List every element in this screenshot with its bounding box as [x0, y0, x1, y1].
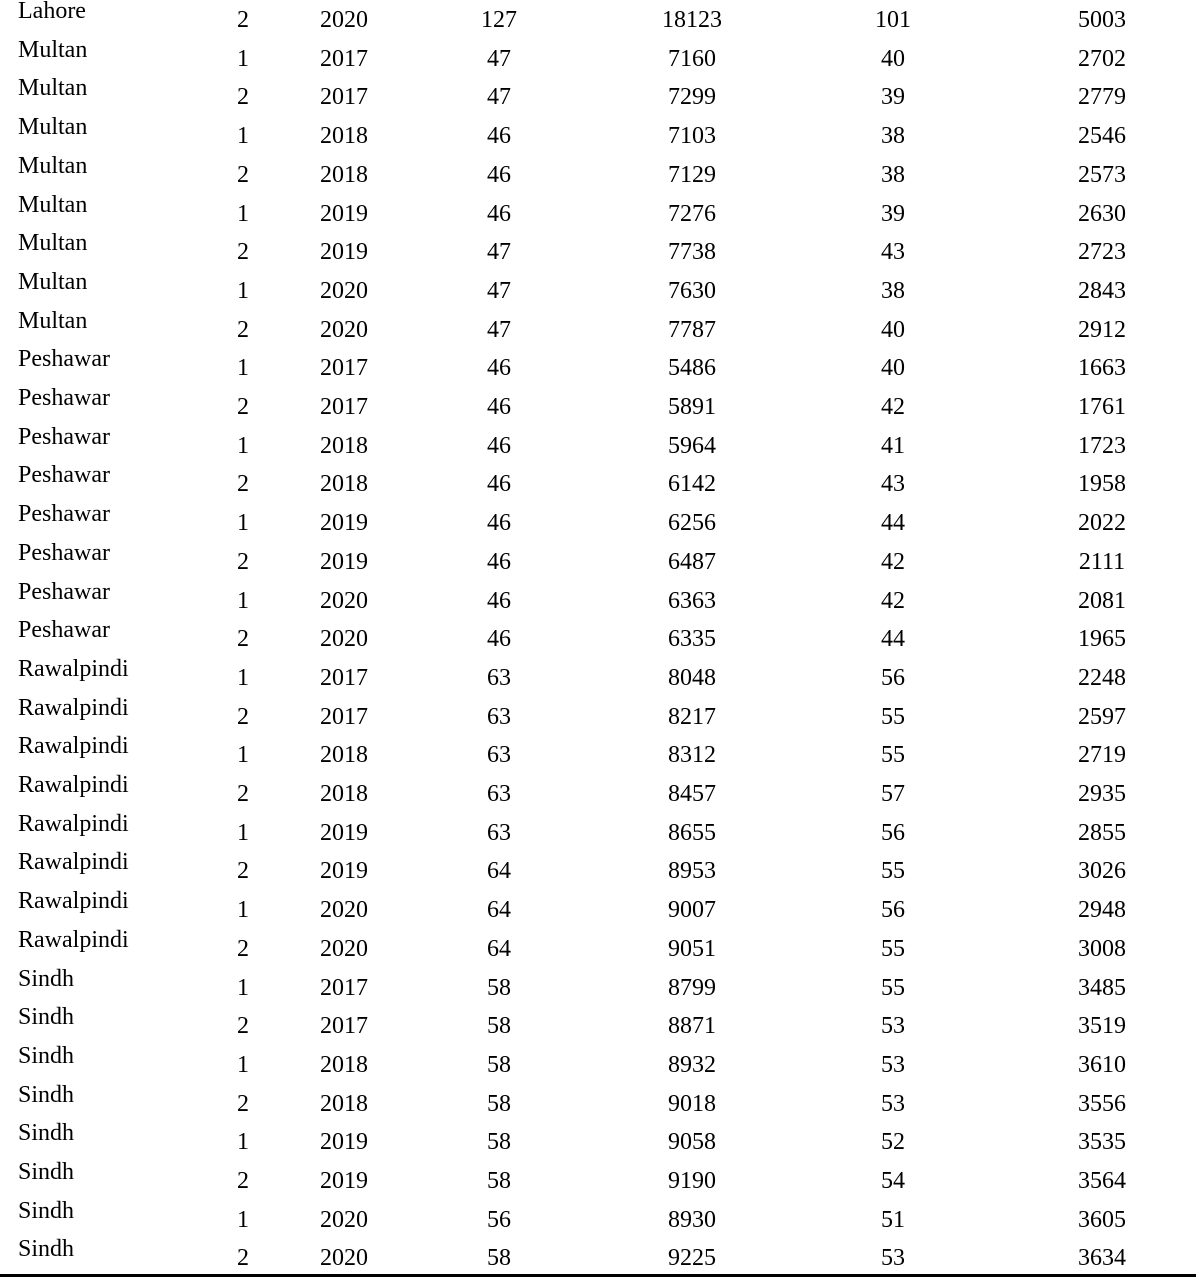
table-row: [0, 191, 1196, 233]
col3-cell: 47: [487, 45, 511, 72]
col3-cell: 63: [487, 781, 511, 807]
year-cell: 2017: [320, 703, 368, 730]
col3-cell: 47: [487, 239, 511, 266]
period-cell: 2: [237, 471, 249, 498]
col5-cell: 51: [881, 1206, 905, 1233]
period-cell: 2: [237, 703, 249, 730]
year-cell: 2019: [320, 200, 368, 227]
table-row: [0, 77, 1196, 116]
col3-cell: 63: [487, 819, 511, 846]
table-row: [0, 268, 1196, 310]
col4-cell: 9225: [668, 1245, 716, 1272]
region-cell: Multan: [18, 230, 88, 257]
period-cell: 2: [237, 1090, 249, 1117]
col5-cell: 53: [881, 1090, 905, 1117]
col5-cell: 41: [881, 432, 905, 459]
year-cell: 2019: [320, 1168, 368, 1194]
year-cell: 2017: [320, 664, 368, 691]
col6-cell: 2111: [1078, 548, 1126, 575]
col5-cell: 101: [875, 7, 911, 33]
col6-cell: 2723: [1078, 239, 1126, 266]
col6-cell: 1761: [1078, 394, 1126, 420]
period-cell: 1: [237, 277, 249, 304]
table-row: [0, 1197, 1196, 1239]
region-cell: Rawalpindi: [18, 733, 129, 760]
table-row: [0, 232, 1196, 271]
col6-cell: 3564: [1078, 1168, 1126, 1194]
col4-cell: 7129: [668, 161, 716, 188]
table-row: [0, 539, 1196, 581]
col6-cell: 2935: [1078, 781, 1126, 807]
col6-cell: 2597: [1078, 703, 1126, 730]
year-cell: 2020: [320, 897, 368, 924]
col3-cell: 58: [487, 1051, 511, 1078]
col4-cell: 7160: [668, 45, 716, 72]
region-cell: Multan: [18, 152, 88, 179]
col3-cell: 58: [487, 1090, 511, 1117]
col3-cell: 56: [487, 1206, 511, 1233]
year-cell: 2017: [320, 84, 368, 111]
col4-cell: 6335: [668, 626, 716, 653]
col6-cell: 2248: [1078, 664, 1126, 691]
col4-cell: 7738: [668, 239, 716, 266]
region-cell: Multan: [18, 114, 88, 141]
col3-cell: 47: [487, 277, 511, 304]
col6-cell: 1663: [1078, 355, 1126, 382]
year-cell: 2019: [320, 510, 368, 537]
year-cell: 2018: [320, 1090, 368, 1117]
region-cell: Sindh: [18, 1120, 75, 1147]
period-cell: 2: [237, 161, 249, 188]
period-cell: 2: [237, 858, 249, 885]
period-cell: 2: [237, 1168, 249, 1194]
col4-cell: 7103: [668, 123, 716, 150]
col3-cell: 58: [487, 974, 511, 1001]
col4-cell: 9190: [668, 1168, 716, 1194]
year-cell: 2018: [320, 781, 368, 807]
col6-cell: 2081: [1078, 587, 1126, 614]
year-cell: 2018: [320, 432, 368, 459]
table-row: [0, 890, 1196, 929]
region-cell: Multan: [18, 191, 88, 218]
col6-cell: 2630: [1078, 200, 1126, 227]
col5-cell: 55: [881, 935, 905, 962]
col4-cell: 5964: [668, 432, 716, 459]
col6-cell: 3485: [1078, 974, 1126, 1001]
col3-cell: 46: [487, 432, 511, 459]
region-cell: Sindh: [18, 1004, 75, 1031]
table-row: [0, 152, 1196, 194]
table-row: [0, 0, 1196, 39]
col4-cell: 8457: [668, 781, 716, 807]
year-cell: 2019: [320, 819, 368, 846]
col5-cell: 55: [881, 742, 905, 769]
table-row: [0, 307, 1196, 349]
region-cell: Sindh: [18, 1159, 75, 1185]
region-cell: Sindh: [18, 1081, 75, 1108]
col3-cell: 58: [487, 1168, 511, 1194]
region-cell: Peshawar: [18, 578, 110, 605]
period-cell: 2: [237, 394, 249, 420]
col6-cell: 2719: [1078, 742, 1126, 769]
year-cell: 2017: [320, 974, 368, 1001]
col4-cell: 8655: [668, 819, 716, 846]
year-cell: 2018: [320, 123, 368, 150]
col4-cell: 7630: [668, 277, 716, 304]
col6-cell: 5003: [1078, 7, 1126, 33]
col5-cell: 44: [881, 626, 905, 653]
period-cell: 2: [237, 935, 249, 962]
period-cell: 1: [237, 742, 249, 769]
col4-cell: 8312: [668, 742, 716, 769]
col5-cell: 53: [881, 1013, 905, 1040]
region-cell: Peshawar: [18, 617, 110, 644]
col3-cell: 64: [487, 935, 511, 962]
col4-cell: 6487: [668, 548, 716, 575]
col3-cell: 64: [487, 858, 511, 885]
col6-cell: 3605: [1078, 1206, 1126, 1233]
table-row: [0, 1238, 1196, 1277]
year-cell: 2020: [320, 7, 368, 33]
col6-cell: 3008: [1078, 935, 1126, 962]
period-cell: 1: [237, 1206, 249, 1233]
region-cell: Rawalpindi: [18, 810, 129, 837]
table-row: [0, 1042, 1196, 1084]
col3-cell: 47: [487, 84, 511, 111]
period-cell: 2: [237, 781, 249, 807]
year-cell: 2018: [320, 471, 368, 498]
col3-cell: 46: [487, 394, 511, 420]
col4-cell: 7787: [668, 316, 716, 343]
col4-cell: 5891: [668, 394, 716, 420]
col3-cell: 58: [487, 1245, 511, 1272]
year-cell: 2018: [320, 742, 368, 769]
col4-cell: 6363: [668, 587, 716, 614]
period-cell: 1: [237, 897, 249, 924]
col3-cell: 46: [487, 510, 511, 537]
region-cell: Multan: [18, 268, 88, 295]
table-row: [0, 1006, 1196, 1045]
col3-cell: 63: [487, 664, 511, 691]
col5-cell: 55: [881, 858, 905, 885]
table-row: [0, 774, 1196, 813]
period-cell: 2: [237, 626, 249, 653]
region-cell: Peshawar: [18, 346, 110, 373]
region-cell: Lahore: [18, 0, 86, 24]
col6-cell: 3535: [1078, 1129, 1126, 1156]
col5-cell: 56: [881, 897, 905, 924]
region-cell: Peshawar: [18, 501, 110, 528]
table-row: [0, 655, 1196, 697]
table-row: [0, 810, 1196, 852]
period-cell: 1: [237, 587, 249, 614]
year-cell: 2020: [320, 1206, 368, 1233]
year-cell: 2017: [320, 1013, 368, 1040]
table-row: [0, 578, 1196, 620]
col5-cell: 55: [881, 703, 905, 730]
region-cell: Sindh: [18, 965, 75, 992]
col6-cell: 2573: [1078, 161, 1126, 188]
period-cell: 2: [237, 239, 249, 266]
col4-cell: 8048: [668, 664, 716, 691]
col4-cell: 8953: [668, 858, 716, 885]
table-row: [0, 965, 1196, 1007]
period-cell: 1: [237, 819, 249, 846]
region-cell: Peshawar: [18, 462, 110, 489]
col4-cell: 5486: [668, 355, 716, 382]
col5-cell: 54: [881, 1168, 905, 1194]
col5-cell: 40: [881, 355, 905, 382]
col4-cell: 6256: [668, 510, 716, 537]
col5-cell: 39: [881, 84, 905, 111]
col4-cell: 8932: [668, 1051, 716, 1078]
region-cell: Rawalpindi: [18, 655, 129, 682]
year-cell: 2020: [320, 1245, 368, 1272]
region-cell: Multan: [18, 36, 88, 63]
col3-cell: 58: [487, 1129, 511, 1156]
year-cell: 2020: [320, 587, 368, 614]
col6-cell: 3519: [1078, 1013, 1126, 1040]
col3-cell: 46: [487, 626, 511, 653]
col5-cell: 40: [881, 316, 905, 343]
col3-cell: 127: [481, 7, 517, 33]
col4-cell: 8930: [668, 1206, 716, 1233]
period-cell: 1: [237, 355, 249, 382]
year-cell: 2019: [320, 858, 368, 885]
table-row: [0, 735, 1196, 774]
table-row: [0, 503, 1196, 542]
col6-cell: 3634: [1078, 1245, 1126, 1272]
col5-cell: 42: [881, 548, 905, 575]
year-cell: 2019: [320, 239, 368, 266]
region-cell: Peshawar: [18, 539, 110, 566]
region-cell: Rawalpindi: [18, 926, 129, 953]
period-cell: 1: [237, 200, 249, 227]
year-cell: 2020: [320, 935, 368, 962]
col3-cell: 47: [487, 316, 511, 343]
col5-cell: 38: [881, 123, 905, 150]
table-row: [0, 1161, 1196, 1200]
col6-cell: 2546: [1078, 123, 1126, 150]
period-cell: 2: [237, 316, 249, 343]
col6-cell: 1965: [1078, 626, 1126, 653]
col5-cell: 40: [881, 45, 905, 72]
col4-cell: 9007: [668, 897, 716, 924]
table-row: [0, 619, 1196, 658]
table-bottom-rule: [0, 1274, 1196, 1277]
col5-cell: 56: [881, 664, 905, 691]
table-row: [0, 387, 1196, 426]
col3-cell: 46: [487, 123, 511, 150]
period-cell: 1: [237, 974, 249, 1001]
col6-cell: 3556: [1078, 1090, 1126, 1117]
col5-cell: 44: [881, 510, 905, 537]
col3-cell: 46: [487, 548, 511, 575]
region-cell: Rawalpindi: [18, 849, 129, 876]
period-cell: 1: [237, 1129, 249, 1156]
region-cell: Rawalpindi: [18, 888, 129, 915]
period-cell: 1: [237, 1051, 249, 1078]
period-cell: 2: [237, 7, 249, 33]
table-row: [0, 694, 1196, 736]
period-cell: 1: [237, 664, 249, 691]
region-cell: Multan: [18, 75, 88, 102]
col6-cell: 2022: [1078, 510, 1126, 537]
table-row: [0, 36, 1196, 78]
period-cell: 1: [237, 123, 249, 150]
col5-cell: 52: [881, 1129, 905, 1156]
col4-cell: 8799: [668, 974, 716, 1001]
period-cell: 2: [237, 84, 249, 111]
col5-cell: 38: [881, 277, 905, 304]
col6-cell: 2855: [1078, 819, 1126, 846]
region-cell: Sindh: [18, 1236, 75, 1263]
region-cell: Peshawar: [18, 423, 110, 450]
period-cell: 2: [237, 1013, 249, 1040]
col4-cell: 7276: [668, 200, 716, 227]
year-cell: 2019: [320, 1129, 368, 1156]
col6-cell: 2843: [1078, 277, 1126, 304]
col5-cell: 56: [881, 819, 905, 846]
year-cell: 2017: [320, 394, 368, 420]
col6-cell: 2948: [1078, 897, 1126, 924]
table-row: [0, 1122, 1196, 1161]
table-row: [0, 464, 1196, 503]
year-cell: 2018: [320, 161, 368, 188]
col4-cell: 9058: [668, 1129, 716, 1156]
col5-cell: 38: [881, 161, 905, 188]
year-cell: 2017: [320, 355, 368, 382]
col5-cell: 53: [881, 1245, 905, 1272]
col5-cell: 57: [881, 781, 905, 807]
year-cell: 2020: [320, 277, 368, 304]
col3-cell: 63: [487, 742, 511, 769]
col6-cell: 2912: [1078, 316, 1126, 343]
col4-cell: 9018: [668, 1090, 716, 1117]
col3-cell: 46: [487, 471, 511, 498]
region-cell: Rawalpindi: [18, 694, 129, 721]
col6-cell: 3610: [1078, 1051, 1126, 1078]
col3-cell: 58: [487, 1013, 511, 1040]
col3-cell: 46: [487, 200, 511, 227]
col5-cell: 43: [881, 471, 905, 498]
table-row: [0, 348, 1196, 387]
col6-cell: 3026: [1078, 858, 1126, 885]
year-cell: 2017: [320, 45, 368, 72]
col3-cell: 64: [487, 897, 511, 924]
col4-cell: 8871: [668, 1013, 716, 1040]
col6-cell: 2779: [1078, 84, 1126, 111]
col4-cell: 7299: [668, 84, 716, 111]
col4-cell: 8217: [668, 703, 716, 730]
col3-cell: 46: [487, 355, 511, 382]
year-cell: 2020: [320, 316, 368, 343]
col6-cell: 1958: [1078, 471, 1126, 498]
col4-cell: 6142: [668, 471, 716, 498]
table-row: [0, 116, 1196, 155]
year-cell: 2019: [320, 548, 368, 575]
col3-cell: 63: [487, 703, 511, 730]
year-cell: 2020: [320, 626, 368, 653]
col5-cell: 55: [881, 974, 905, 1001]
col5-cell: 39: [881, 200, 905, 227]
col3-cell: 46: [487, 587, 511, 614]
table-row: [0, 851, 1196, 890]
region-cell: Multan: [18, 307, 88, 334]
table-row: [0, 423, 1196, 465]
region-cell: Sindh: [18, 1042, 75, 1069]
col5-cell: 53: [881, 1051, 905, 1078]
col3-cell: 46: [487, 161, 511, 188]
period-cell: 1: [237, 45, 249, 72]
period-cell: 2: [237, 548, 249, 575]
col5-cell: 42: [881, 587, 905, 614]
col5-cell: 43: [881, 239, 905, 266]
table-row: [0, 1081, 1196, 1123]
region-cell: Peshawar: [18, 385, 110, 411]
region-cell: Sindh: [18, 1197, 75, 1224]
period-cell: 1: [237, 510, 249, 537]
period-cell: 1: [237, 432, 249, 459]
table-row: [0, 926, 1196, 968]
col6-cell: 2702: [1078, 45, 1126, 72]
col4-cell: 9051: [668, 935, 716, 962]
col4-cell: 18123: [662, 7, 722, 33]
year-cell: 2018: [320, 1051, 368, 1078]
col5-cell: 42: [881, 394, 905, 420]
region-cell: Rawalpindi: [18, 772, 129, 798]
col6-cell: 1723: [1078, 432, 1126, 459]
period-cell: 2: [237, 1245, 249, 1272]
